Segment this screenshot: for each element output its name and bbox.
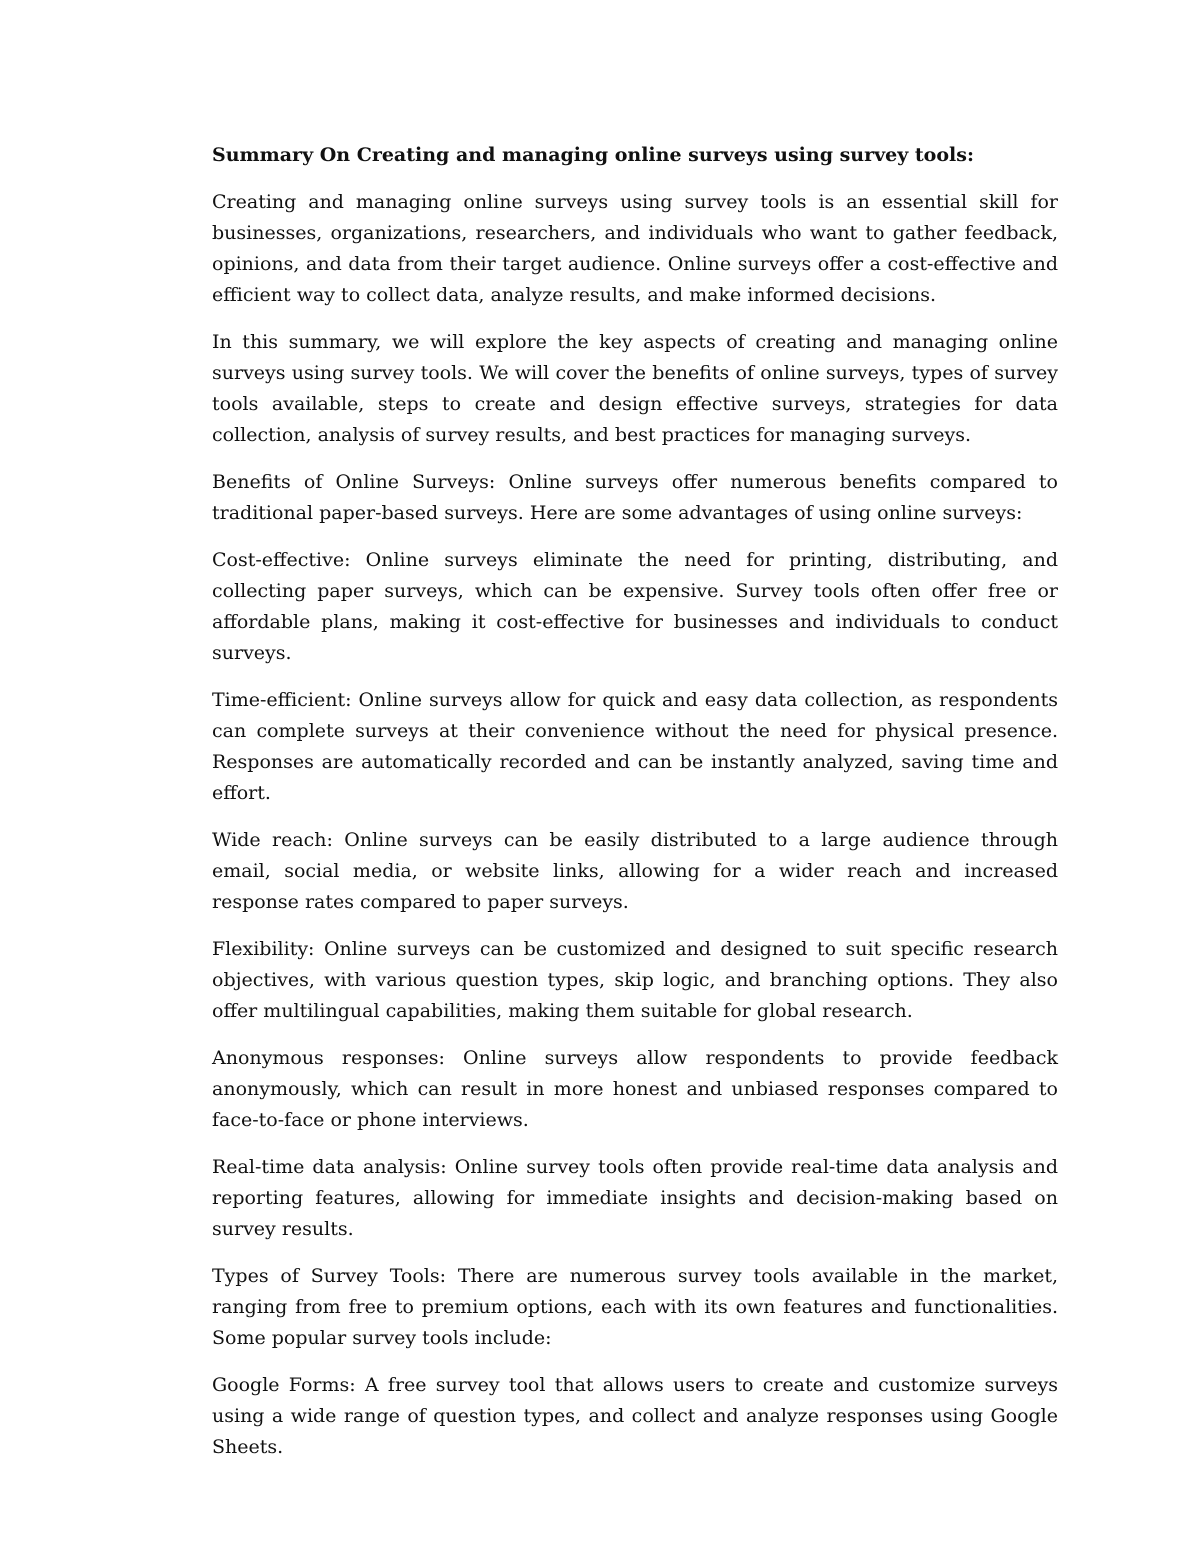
paragraph-google-forms: Google Forms: A free survey tool that allows users to create and customize surveys using a wide range of question types, and collect and analyze responses using Google Sheets. [212, 1374, 1058, 1458]
paragraph-anonymous: Anonymous responses: Online surveys allow respondents to provide feedback anonymously, which can result in more honest and unbiased responses compared to face-to-face or phone interviews. [212, 1047, 1058, 1131]
paragraph-wide-reach: Wide reach: Online surveys can be easily distributed to a large audience through email, social media, or website links, allowing for a wider reach and increased response rates compared to paper surveys. [212, 829, 1058, 913]
document-title: Summary On Creating and managing online surveys using survey tools: [212, 144, 974, 166]
document-body [212, 140, 1058, 1479]
paragraph-time-efficient: Time-efficient: Online surveys allow for quick and easy data collection, as respondents can complete surveys at their convenience without the need for physical presence. Responses are automatically recorded and can be instantly analyzed, saving time and effort. [212, 689, 1058, 804]
paragraph-overview: In this summary, we will explore the key aspects of creating and managing online surveys using survey tools. We will cover the benefits of online surveys, types of survey tools available, steps to create and design effective surveys, strategies for data collection, analysis of survey results, and best practices for managing surveys. [212, 331, 1058, 446]
paragraph-intro: Creating and managing online surveys using survey tools is an essential skill for businesses, organizations, researchers, and individuals who want to gather feedback, opinions, and data from their target audience. Online surveys offer a cost-effective and efficient way to collect data, analyze results, and make informed decisions. [212, 191, 1058, 306]
paragraph-benefits: Benefits of Online Surveys: Online surveys offer numerous benefits compared to traditional paper-based surveys. Here are some advantages of using online surveys: [212, 471, 1058, 524]
paragraph-survey-tools: Types of Survey Tools: There are numerous survey tools available in the market, ranging from free to premium options, each with its own features and functionalities. Some popular survey tools include: [212, 1265, 1058, 1349]
paragraph-real-time: Real-time data analysis: Online survey tools often provide real-time data analysis and reporting features, allowing for immediate insights and decision-making based on survey results. [212, 1156, 1058, 1240]
paragraph-flexibility: Flexibility: Online surveys can be customized and designed to suit specific research objectives, with various question types, skip logic, and branching options. They also offer multilingual capabilities, making them suitable for global research. [212, 938, 1058, 1022]
paragraph-cost-effective: Cost-effective: Online surveys eliminate the need for printing, distributing, and collecting paper surveys, which can be expensive. Survey tools often offer free or affordable plans, making it cost-effective for businesses and individuals to conduct surveys. [212, 549, 1058, 664]
